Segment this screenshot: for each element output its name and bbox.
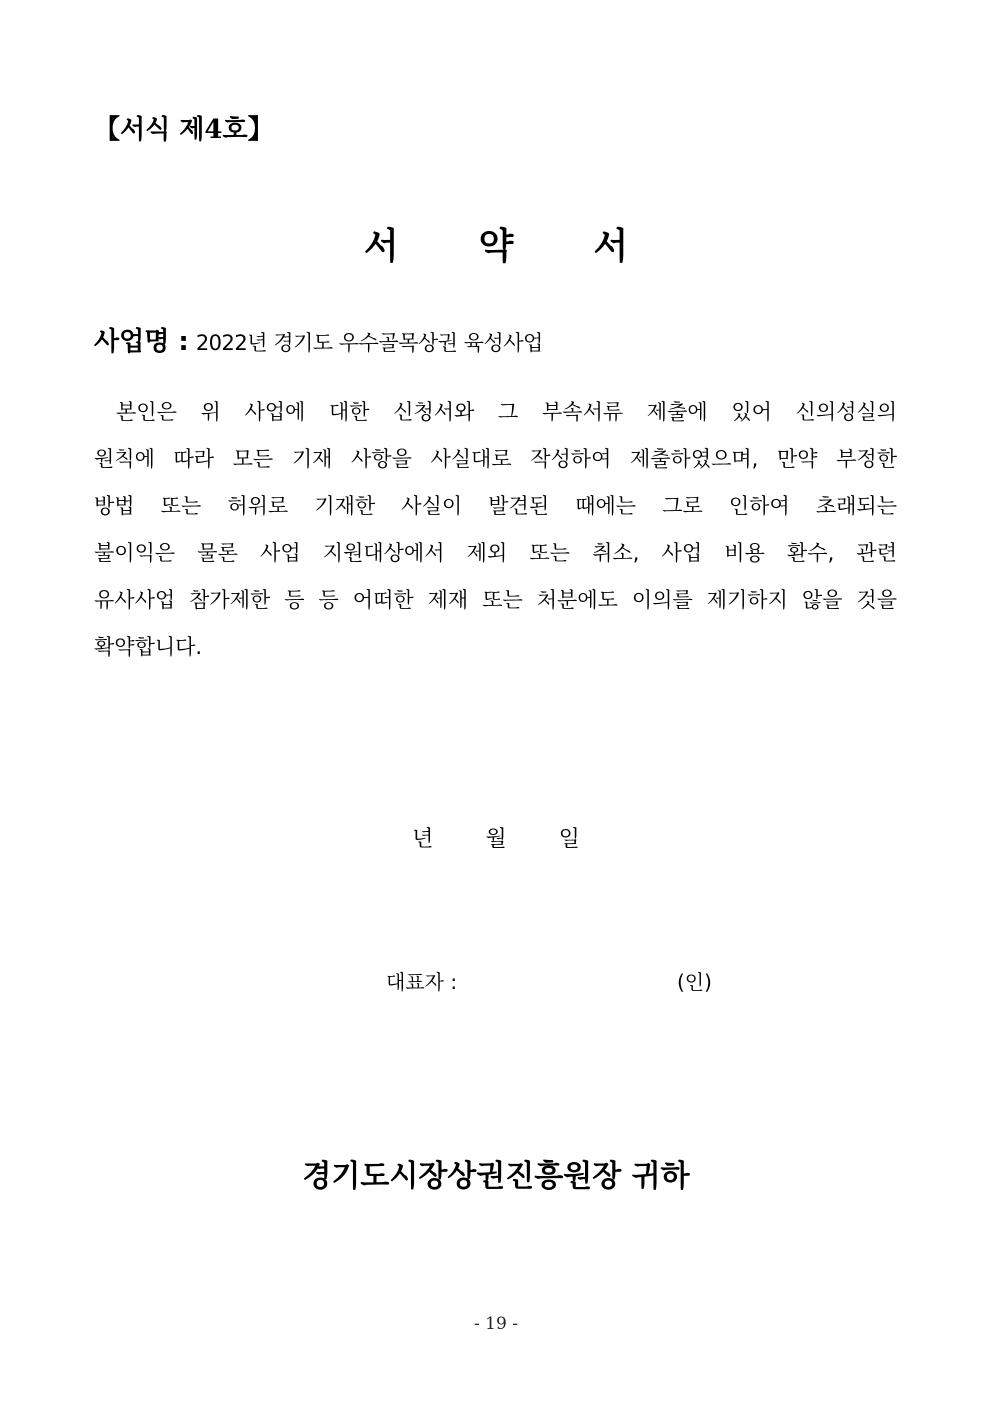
- pledge-line: 불이익은 물론 사업 지원대상에서 제외 또는 취소, 사업 비용 환수, 관련: [94, 541, 897, 565]
- addressee: 경기도시장상권진흥원장 귀하: [302, 1159, 690, 1194]
- project-name-label: 사업명 :: [94, 327, 189, 357]
- pledge-body: [94, 389, 897, 671]
- document-title: [0, 222, 992, 272]
- pledge-line: 유사사업 참가제한 등 등 어떠한 제재 또는 처분에도 이의를 제기하지 않을 것을: [94, 588, 897, 612]
- title-char-1: 서: [363, 226, 399, 267]
- date-month: 월: [485, 827, 507, 852]
- date-line: [0, 822, 992, 858]
- form-number-label: 【서식 제4호】: [94, 115, 274, 145]
- page-number: - 19 -: [474, 1314, 518, 1334]
- date-day: 일: [558, 827, 580, 852]
- project-name-row: [94, 322, 543, 364]
- representative-label: 대표자 :: [386, 970, 458, 994]
- seal-mark: (인): [677, 970, 712, 994]
- pledge-line: 원칙에 따라 모든 기재 사항을 사실대로 작성하여 제출하였으며, 만약 부정한: [94, 447, 897, 471]
- title-char-2: 약: [478, 226, 514, 267]
- pledge-line: 본인은 위 사업에 대한 신청서와 그 부속서류 제출에 있어 신의성실의: [116, 400, 897, 424]
- pledge-line: 방법 또는 허위로 기재한 사실이 발견된 때에는 그로 인하여 초래되는: [94, 494, 897, 518]
- project-name-value: 2022년 경기도 우수골목상권 육성사업: [195, 331, 543, 355]
- date-year: 년: [412, 827, 434, 852]
- title-char-3: 서: [593, 226, 629, 267]
- pledge-line: 확약합니다.: [94, 635, 203, 659]
